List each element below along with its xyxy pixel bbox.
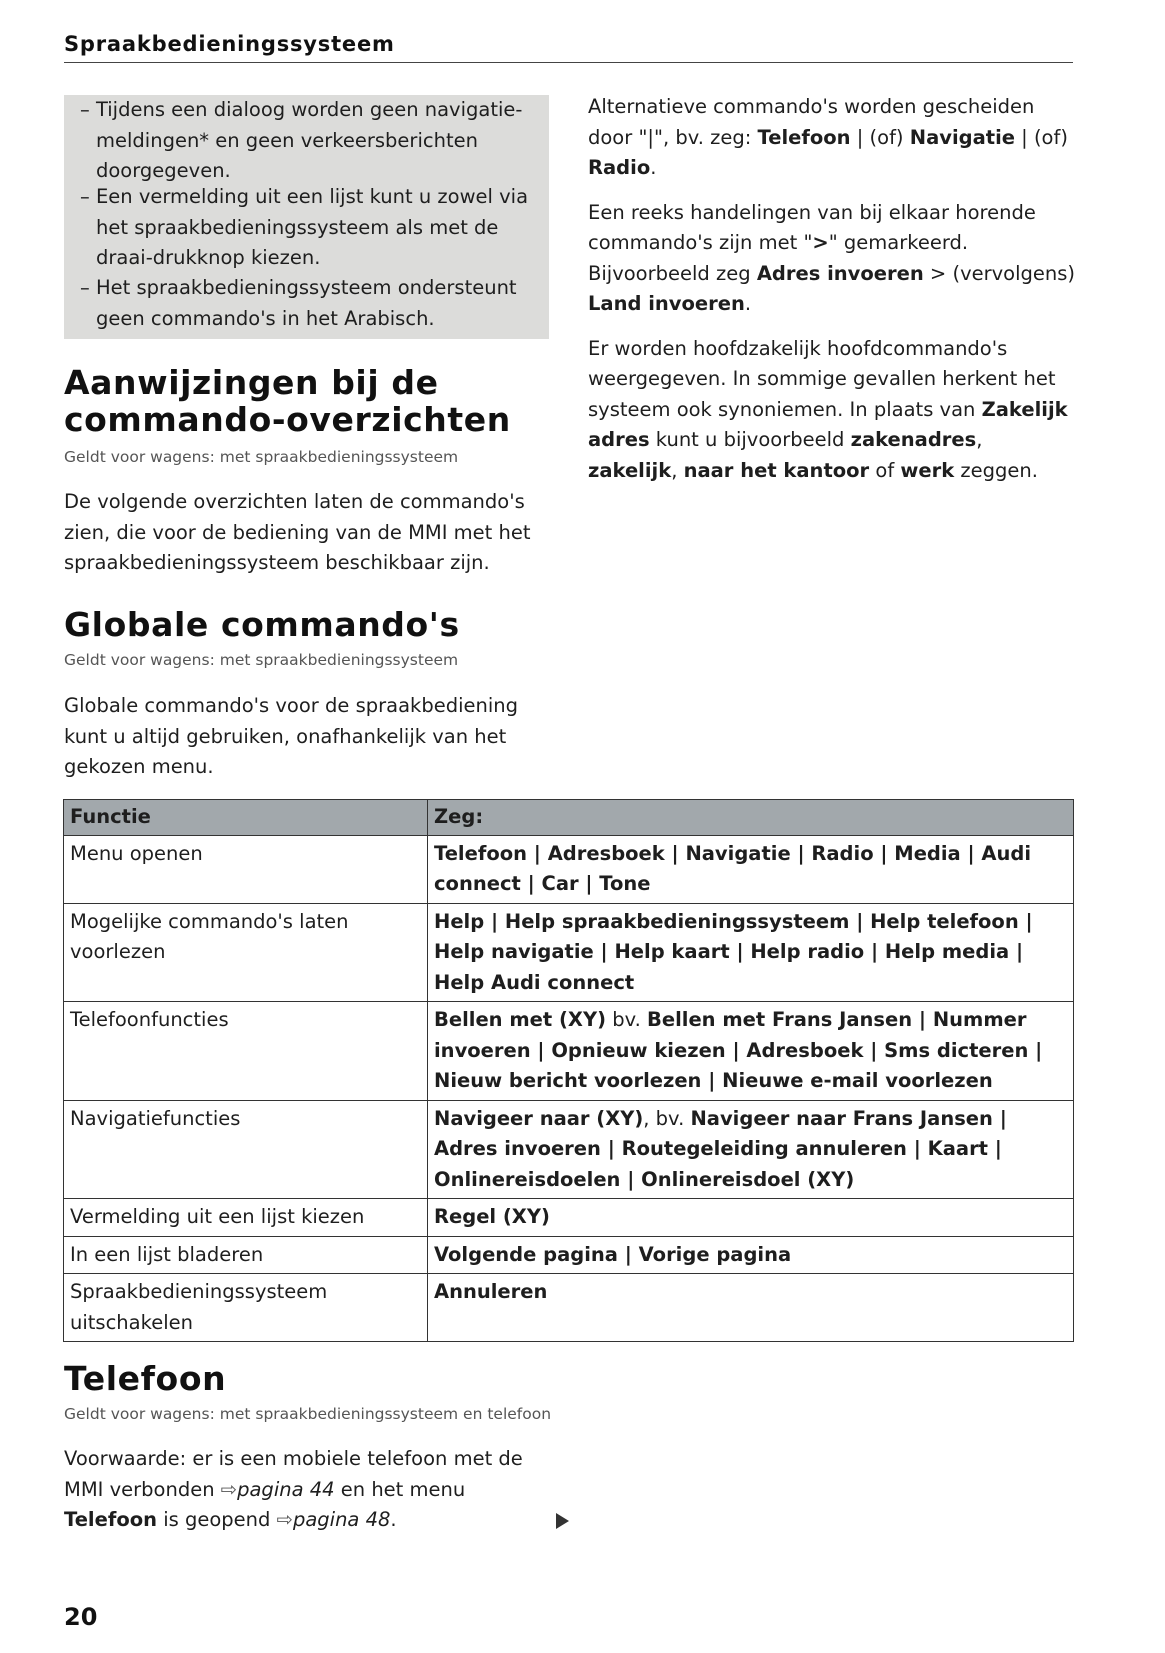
page-number: 20 — [64, 1603, 98, 1631]
cell-zeg: Help | Help spraakbedieningssysteem | Help telefoon | Help navigatie | Help kaart | Help radio | Help media | Help Audi connect — [428, 903, 1074, 1002]
section-title-aanwijzingen: Aanwijzingen bij de commando-overzichten — [64, 363, 511, 439]
page-reference-arrow-icon: ⇨ — [276, 1508, 293, 1531]
running-header: Spraakbedieningssysteem — [64, 32, 395, 56]
section-title-globale: Globale commando's — [64, 605, 460, 644]
section-body: De volgende overzichten laten de commando's zien, die voor de bediening van de MMI met het spraakbedieningssysteem beschikbaar zijn. — [64, 490, 531, 574]
synonyms-paragraph: Er worden hoofdzakelijk hoofdcommando's weergegeven. In sommige gevallen herkent het systeem ook synoniemen. In plaats van Zakelijk adres kunt u bijvoorbeeld zakenadres, zakelijk, naar het kantoor of werk zeggen. — [588, 336, 1068, 482]
table-row — [64, 1236, 1074, 1274]
section-body: Voorwaarde: er is een mobiele telefoon met de MMI verbonden ⇨pagina 44 en het menu Telefoon is geopend ⇨pagina 48. — [64, 1447, 523, 1531]
applies-note: Geldt voor wagens: met spraakbedieningssysteem en telefoon — [64, 1405, 552, 1423]
applies-note: Geldt voor wagens: met spraakbedieningssysteem — [64, 651, 459, 669]
cell-functie: Vermelding uit een lijst kiezen — [64, 1199, 428, 1237]
sequence-paragraph: Een reeks handelingen van bij elkaar horende commando's zijn met ">" gemarkeerd. Bijvoorbeeld zeg Adres invoeren > (vervolgens) Land invoeren. — [588, 200, 1076, 315]
cell-zeg: Navigeer naar (XY), bv. Navigeer naar Frans Jansen | Adres invoeren | Routegeleiding annuleren | Kaart | Onlinereisdoelen | Onlinereisdoel (XY) — [428, 1100, 1074, 1199]
page-reference-arrow-icon: ⇨ — [220, 1477, 238, 1501]
table-row — [64, 1199, 1074, 1237]
page-reference-link[interactable]: pagina 48 — [292, 1508, 391, 1531]
page-reference-link[interactable]: pagina 44 — [237, 1477, 335, 1501]
header-rule — [64, 62, 1073, 63]
note-item: – Het spraakbedieningssysteem ondersteunt geen commando's in het Arabisch. — [80, 276, 517, 330]
cell-zeg: Telefoon | Adresboek | Navigatie | Radio | Media | Audi connect | Car | Tone — [428, 835, 1074, 903]
column-header-functie: Functie — [64, 800, 428, 836]
note-item: – Tijdens een dialoog worden geen navigatie-meldingen* en geen verkeersberichten doorgegeven. — [80, 98, 523, 182]
section-body: Globale commando's voor de spraakbediening kunt u altijd gebruiken, onafhankelijk van het gekozen menu. — [64, 694, 518, 778]
section-title-telefoon: Telefoon — [64, 1359, 227, 1398]
cell-zeg: Annuleren — [428, 1274, 1074, 1342]
table-row — [64, 835, 1074, 903]
table-header-row — [64, 800, 1074, 836]
separator-paragraph: Alternatieve commando's worden gescheiden door "|", bv. zeg: Telefoon | (of) Navigatie | (of) Radio. — [588, 95, 1068, 179]
table-row — [64, 1100, 1074, 1199]
table-row — [64, 1002, 1074, 1101]
cell-functie: Menu openen — [64, 835, 428, 903]
cell-functie: Mogelijke commando's laten voorlezen — [64, 903, 428, 1002]
cell-zeg: Volgende pagina | Vorige pagina — [428, 1236, 1074, 1274]
table-row — [64, 1274, 1074, 1342]
cell-functie: Telefoonfuncties — [64, 1002, 428, 1101]
column-header-zeg: Zeg: — [428, 800, 1074, 836]
commands-table — [63, 799, 1074, 1342]
note-box — [64, 95, 549, 339]
cell-functie: Navigatiefuncties — [64, 1100, 428, 1199]
note-item: – Een vermelding uit een lijst kunt u zowel via het spraakbedieningssysteem als met de draai-drukknop kiezen. — [80, 185, 529, 269]
cell-zeg: Regel (XY) — [428, 1199, 1074, 1237]
cell-zeg: Bellen met (XY) bv. Bellen met Frans Jansen | Nummer invoeren | Opnieuw kiezen | Adresboek | Sms dicteren | Nieuw bericht voorlezen | Nieuwe e-mail voorlezen — [428, 1002, 1074, 1101]
cell-functie: In een lijst bladeren — [64, 1236, 428, 1274]
continue-arrow-icon — [556, 1513, 569, 1529]
table-row — [64, 903, 1074, 1002]
cell-functie: Spraakbedieningssysteem uitschakelen — [64, 1274, 428, 1342]
applies-note: Geldt voor wagens: met spraakbedieningssysteem — [64, 448, 459, 466]
right-column — [588, 92, 1078, 500]
